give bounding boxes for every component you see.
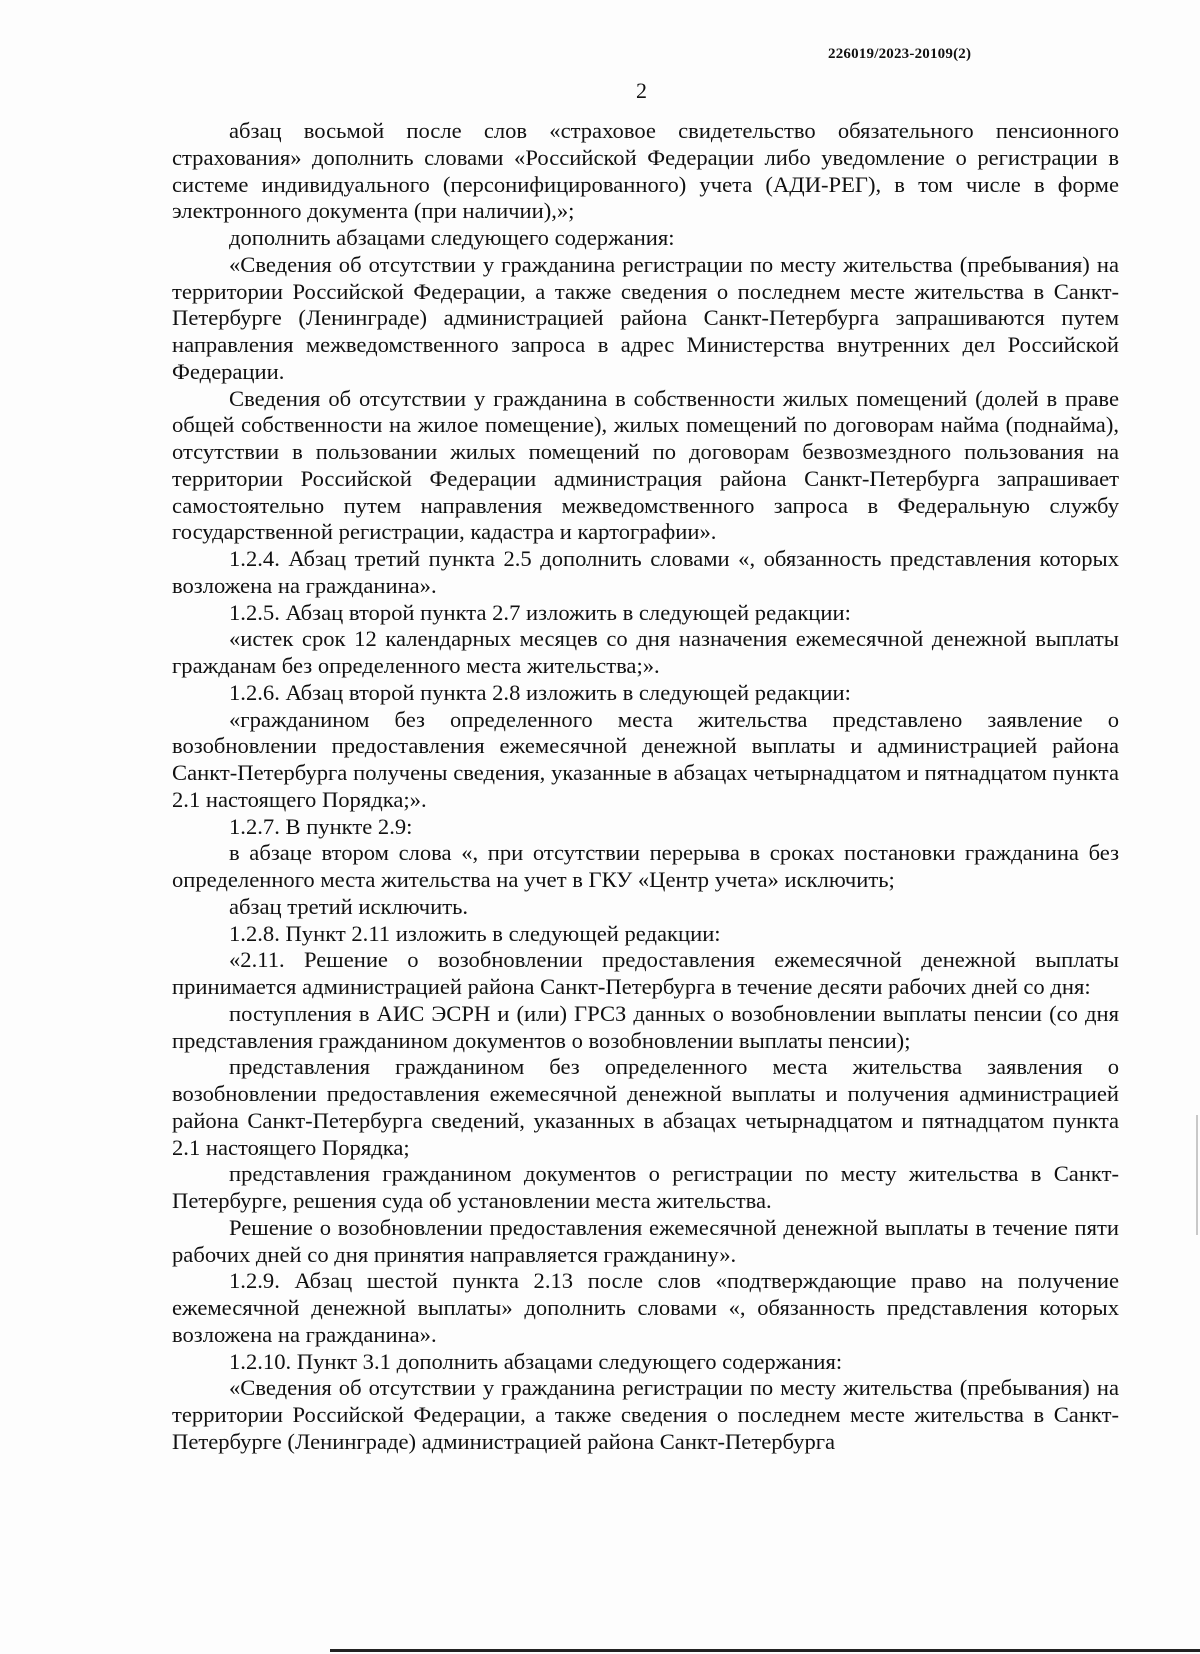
paragraph: в абзаце втором слова «, при отсутствии перерыва в сроках постановки гражданина без определенного места жительства на учет в ГКУ «Центр учета» исключить; <box>172 840 1119 892</box>
paragraph: представления гражданином без определенного места жительства заявления о возобновлении предоставления ежемесячной денежной выплаты и получения администрацией района Санкт-Петербурга сведений, указанных в абзацах четырнадцатом и пятнадцатом пункта 2.1 настоящего Порядка; <box>172 1054 1119 1160</box>
paragraph: поступления в АИС ЭСРН и (или) ГРСЗ данных о возобновлении выплаты пенсии (со дня представления гражданином документов о возобновлении выплаты пенсии); <box>172 1000 1119 1053</box>
paragraph: 1.2.10. Пункт 3.1 дополнить абзацами следующего содержания: <box>229 1348 843 1374</box>
paragraph: «гражданином без определенного места жительства представлено заявление о возобновлении предоставления ежемесячной денежной выплаты и администрацией района Санкт-Петербурга получены сведения, указанные в абзацах четырнадцатом и пятнадцатом пункта 2.1 настоящего Порядка;». <box>172 706 1119 812</box>
paragraph: дополнить абзацами следующего содержания: <box>229 225 675 250</box>
paragraph: «истек срок 12 календарных месяцев со дня назначения ежемесячной денежной выплаты гражданам без определенного места жительства;». <box>172 626 1119 678</box>
page-number: 2 <box>636 78 647 103</box>
paragraph: 1.2.7. В пункте 2.9: <box>229 813 413 839</box>
scan-bottom-edge <box>330 1649 1200 1652</box>
paragraph: представления гражданином документов о регистрации по месту жительства в Санкт-Петербурге, решения суда об установлении места жительства. <box>172 1161 1119 1213</box>
paragraph: «Сведения об отсутствии у гражданина регистрации по месту жительства (пребывания) на территории Российской Федерации, а также сведения о последнем месте жительства в Санкт-Петербурге (Ленинграде) администрацией района Санкт-Петербурга запрашиваются путем направления межведомственного запроса в адрес Министерства внутренних дел Российской Федерации. <box>172 251 1119 384</box>
paragraph: «Сведения об отсутствии у гражданина регистрации по месту жительства (пребывания) на территории Российской Федерации, а также сведения о последнем месте жительства в Санкт-Петербурге (Ленинграде) администрацией района Санкт-Петербурга <box>172 1375 1119 1454</box>
paragraph: Сведения об отсутствии у гражданина в собственности жилых помещений (долей в праве общей собственности на жилое помещение), жилых помещений по договорам найма (поднайма), отсутствии в пользовании жилых помещений по договорам безвозмездного пользования на территории Российской Федерации администрация района Санкт-Петербурга запрашивает самостоятельно путем направления межведомственного запроса в Федеральную службу государственной регистрации, кадастра и картографии». <box>172 385 1119 545</box>
document-body <box>172 118 1119 1456</box>
paragraph: абзац восьмой после слов «страховое свидетельство обязательного пенсионного страхования» дополнить словами «Российской Федерации либо уведомление о регистрации в системе индивидуального (персонифицированного) учета (АДИ-РЕГ), в том числе в форме электронного документа (при наличии),»; <box>172 118 1119 224</box>
scan-edge-mark <box>1196 1115 1198 1235</box>
document-number: 226019/2023-20109(2) <box>828 46 972 62</box>
paragraph: 1.2.4. Абзац третий пункта 2.5 дополнить словами «, обязанность представления которых возложена на гражданина». <box>172 546 1119 598</box>
paragraph: Решение о возобновлении предоставления ежемесячной денежной выплаты в течение пяти рабочих дней со дня принятия направляется гражданину». <box>172 1214 1119 1267</box>
paragraph: 1.2.6. Абзац второй пункта 2.8 изложить в следующей редакции: <box>229 679 851 705</box>
paragraph: «2.11. Решение о возобновлении предоставления ежемесячной денежной выплаты принимается администрацией района Санкт-Петербурга в течение десяти рабочих дней со дня: <box>172 947 1119 999</box>
paragraph: абзац третий исключить. <box>229 893 469 919</box>
paragraph: 1.2.5. Абзац второй пункта 2.7 изложить в следующей редакции: <box>229 599 851 625</box>
paragraph: 1.2.9. Абзац шестой пункта 2.13 после слов «подтверждающие право на получение ежемесячной денежной выплаты» дополнить словами «, обязанность представления которых возложена на гражданина». <box>172 1268 1119 1347</box>
paragraph: 1.2.8. Пункт 2.11 изложить в следующей редакции: <box>229 920 721 946</box>
